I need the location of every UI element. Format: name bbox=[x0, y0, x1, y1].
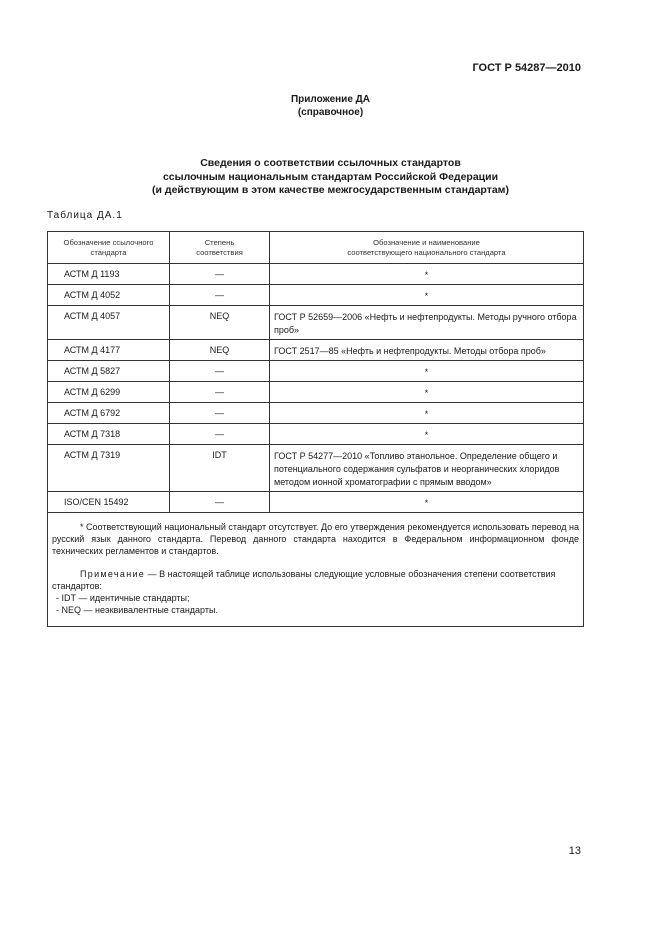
document-code: ГОСТ Р 54287—2010 bbox=[472, 62, 581, 74]
reference-standard-cell: АСТМ Д 4057 bbox=[48, 306, 170, 340]
annex-title-block bbox=[0, 93, 661, 119]
table-row bbox=[48, 264, 584, 285]
national-standard-cell: * bbox=[270, 492, 584, 513]
note-item-neq: - NEQ — неэквивалентные стандарты. bbox=[56, 605, 218, 615]
table-row bbox=[48, 403, 584, 424]
reference-standard-cell: АСТМ Д 4177 bbox=[48, 340, 170, 361]
table-row bbox=[48, 424, 584, 445]
national-standard-cell: * bbox=[270, 403, 584, 424]
national-standard-cell: * bbox=[270, 424, 584, 445]
correspondence-degree-cell: — bbox=[170, 382, 270, 403]
table-row bbox=[48, 361, 584, 382]
table-notes-row bbox=[48, 513, 584, 627]
correspondence-degree-cell: — bbox=[170, 492, 270, 513]
note bbox=[52, 568, 579, 592]
heading-line-1: Сведения о соответствии ссылочных стандартов bbox=[200, 157, 461, 169]
header-correspondence-degree: Степень соответствия bbox=[170, 232, 270, 264]
table-header-row bbox=[48, 232, 584, 264]
table-row bbox=[48, 382, 584, 403]
heading-line-3: (и действующим в этом качестве межгосударственным стандартам) bbox=[152, 184, 509, 196]
correspondence-table bbox=[47, 231, 584, 627]
note-item-idt: - IDT — идентичные стандарты; bbox=[56, 593, 190, 603]
page-number: 13 bbox=[568, 845, 581, 857]
reference-standard-cell: АСТМ Д 6299 bbox=[48, 382, 170, 403]
table-label: Таблица ДА.1 bbox=[47, 210, 123, 221]
table-row bbox=[48, 285, 584, 306]
note-text: — В настоящей таблице использованы следующие условные обозначения степени соответствия стандартов: bbox=[52, 569, 556, 591]
table-row bbox=[48, 445, 584, 492]
header-national-standard: Обозначение и наименование соответствующего национального стандарта bbox=[270, 232, 584, 264]
note-title: Примечание bbox=[80, 569, 146, 579]
footnote: * Соответствующий национальный стандарт отсутствует. До его утверждения рекомендуется использовать перевод на русский язык данного стандарта. Перевод данного стандарта находится в Федеральном информационном фонде технических регламентов и стандартов. bbox=[52, 522, 579, 556]
reference-standard-cell: АСТМ Д 4052 bbox=[48, 285, 170, 306]
national-standard-cell: ГОСТ Р 52659—2006 «Нефть и нефтепродукты. Методы ручного отбора проб» bbox=[270, 306, 584, 340]
table-row bbox=[48, 340, 584, 361]
correspondence-degree-cell: NEQ bbox=[170, 306, 270, 340]
table-row bbox=[48, 306, 584, 340]
national-standard-cell: * bbox=[270, 361, 584, 382]
correspondence-degree-cell: — bbox=[170, 264, 270, 285]
national-standard-cell: ГОСТ 2517—85 «Нефть и нефтепродукты. Методы отбора проб» bbox=[270, 340, 584, 361]
correspondence-degree-cell: — bbox=[170, 403, 270, 424]
national-standard-cell: * bbox=[270, 285, 584, 306]
reference-standard-cell: АСТМ Д 7319 bbox=[48, 445, 170, 492]
table-row bbox=[48, 492, 584, 513]
national-standard-cell: * bbox=[270, 264, 584, 285]
heading-line-2: ссылочным национальным стандартам Российской Федерации bbox=[162, 170, 499, 183]
national-standard-cell: ГОСТ Р 54277—2010 «Топливо этанольное. Определение общего и потенциального содержания сульфатов и неорганических хлоридов методом ионной хроматографии с прямым вводом» bbox=[270, 445, 584, 492]
national-standard-cell: * bbox=[270, 382, 584, 403]
table-notes bbox=[48, 513, 584, 627]
correspondence-degree-cell: NEQ bbox=[170, 340, 270, 361]
correspondence-degree-cell: — bbox=[170, 424, 270, 445]
header-reference-standard: Обозначение ссылочного стандарта bbox=[48, 232, 170, 264]
reference-standard-cell: АСТМ Д 1193 bbox=[48, 264, 170, 285]
correspondence-degree-cell: — bbox=[170, 285, 270, 306]
reference-standard-cell: ISO/CEN 15492 bbox=[48, 492, 170, 513]
annex-title: Приложение ДА bbox=[290, 94, 371, 105]
correspondence-degree-cell: IDT bbox=[170, 445, 270, 492]
reference-standard-cell: АСТМ Д 5827 bbox=[48, 361, 170, 382]
reference-standard-cell: АСТМ Д 6792 bbox=[48, 403, 170, 424]
correspondence-degree-cell: — bbox=[170, 361, 270, 382]
reference-standard-cell: АСТМ Д 7318 bbox=[48, 424, 170, 445]
annex-subtitle: (справочное) bbox=[297, 107, 364, 118]
section-heading bbox=[0, 157, 661, 198]
